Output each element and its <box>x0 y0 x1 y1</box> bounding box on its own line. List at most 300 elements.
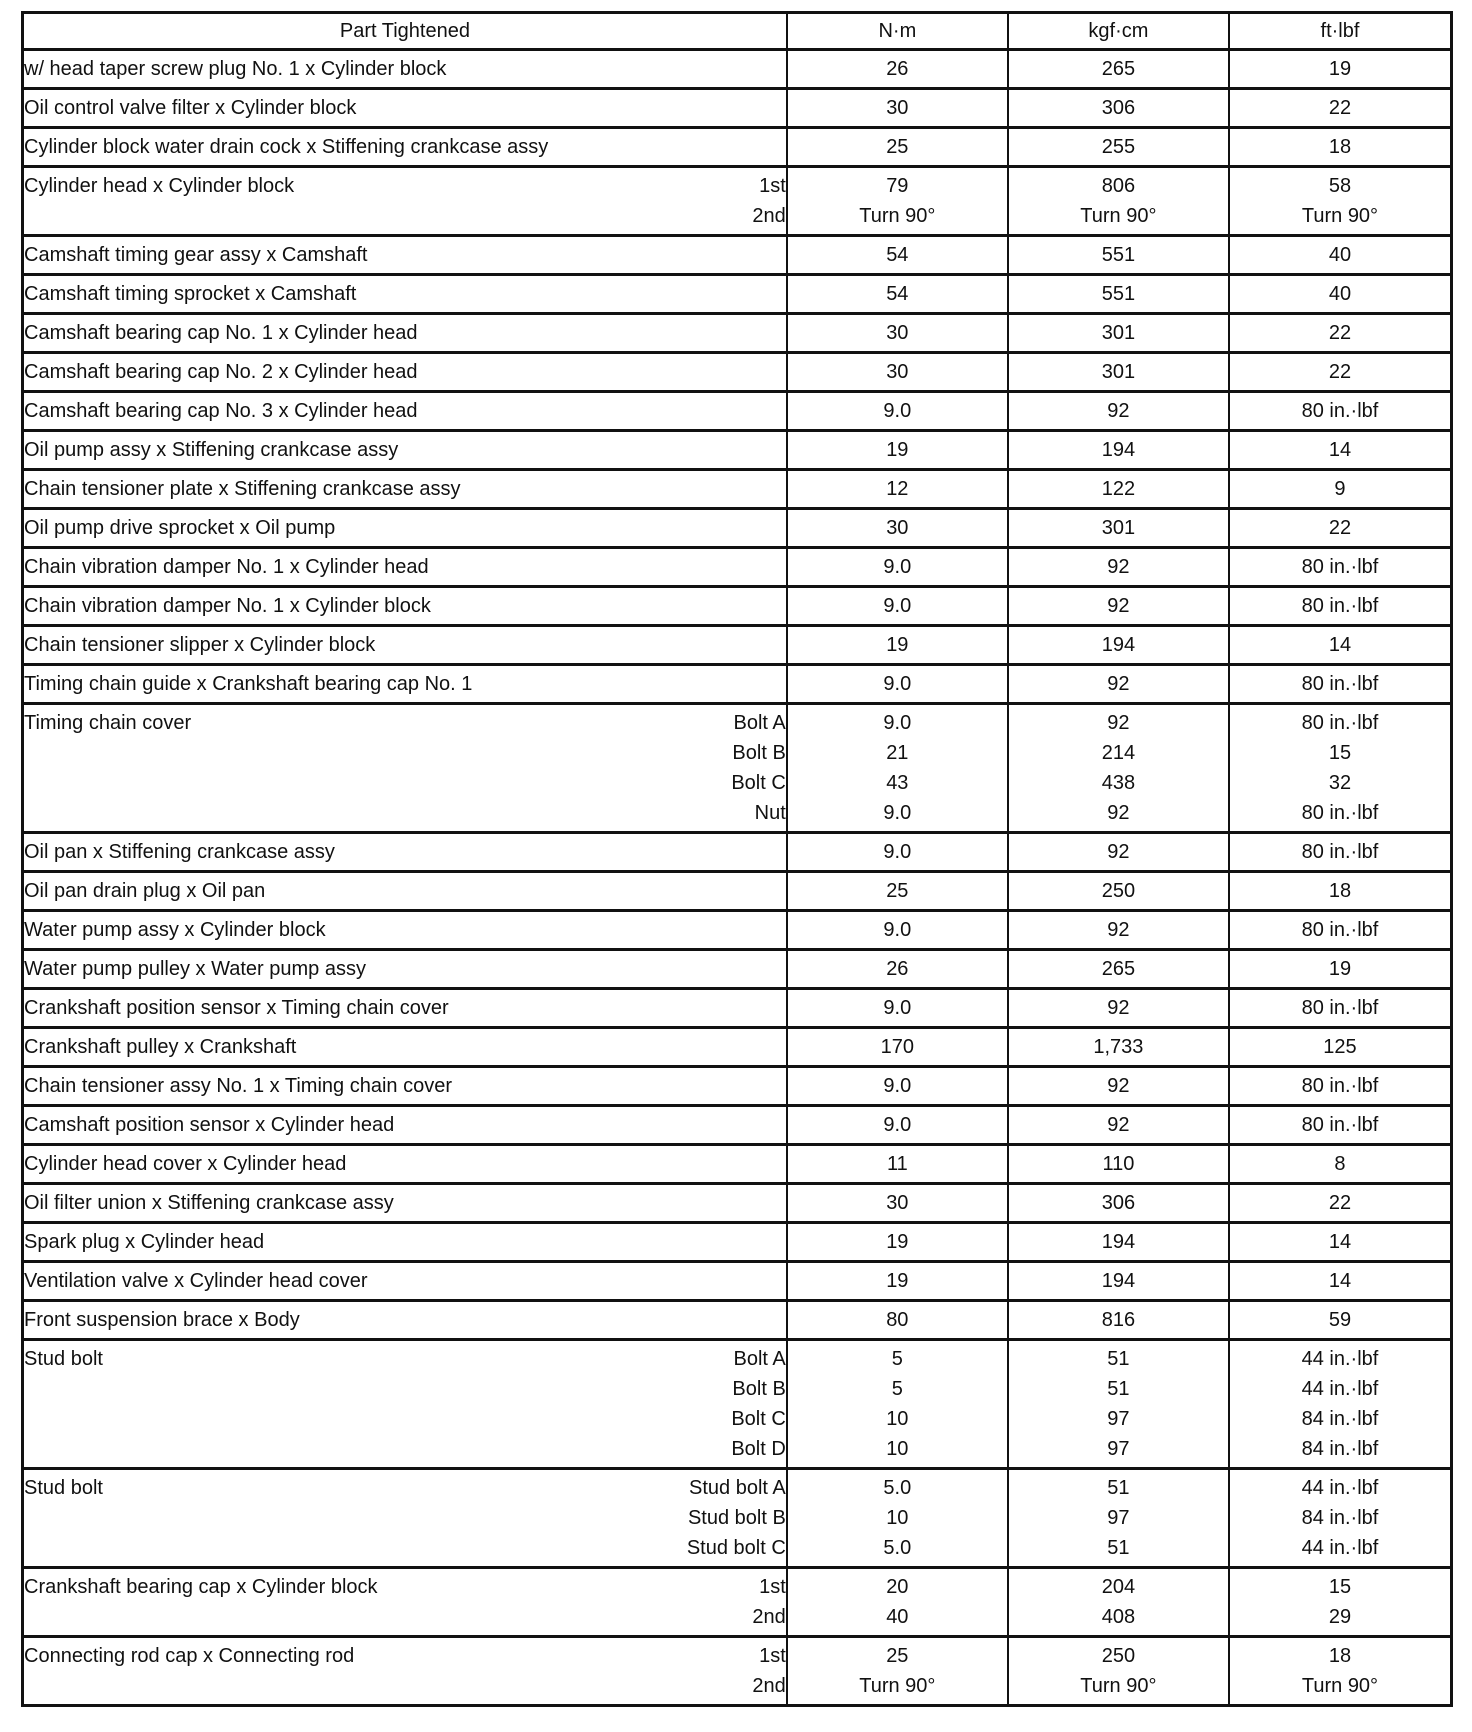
step-label: 1st <box>759 175 786 197</box>
nm-value: 25 <box>886 880 909 902</box>
part-name: Cylinder head x Cylinder block <box>24 175 295 197</box>
nm-cell <box>788 1263 1009 1299</box>
table-row <box>24 351 1450 390</box>
nm-cell <box>788 315 1009 351</box>
ft-lbf-cell <box>1230 1068 1450 1104</box>
nm-value: 9.0 <box>883 1114 912 1136</box>
part-name-column <box>24 54 446 84</box>
kgf-cm-cell <box>1009 237 1230 273</box>
nm-value: 43 <box>886 772 909 794</box>
part-name: Water pump pulley x Water pump assy <box>24 958 366 980</box>
nm-value: 9.0 <box>883 919 912 941</box>
table-row <box>24 1299 1450 1338</box>
nm-value: 9.0 <box>883 1075 912 1097</box>
ft-lbf-value: 18 <box>1328 1645 1352 1667</box>
step-label: Bolt A <box>733 1348 786 1370</box>
step-label: Stud bolt B <box>687 1507 786 1529</box>
nm-cell <box>788 1107 1009 1143</box>
kgf-cm-value: 194 <box>1101 1270 1136 1292</box>
ft-lbf-value: 22 <box>1328 97 1352 119</box>
ft-lbf-value: 40 <box>1328 244 1352 266</box>
ft-lbf-value: 80 in.·lbf <box>1301 802 1379 824</box>
part-name: Camshaft timing gear assy x Camshaft <box>24 244 368 266</box>
kgf-cm-cell <box>1009 393 1230 429</box>
table-row <box>24 1566 1450 1635</box>
kgf-cm-value: 110 <box>1102 1153 1135 1175</box>
part-name: Oil control valve filter x Cylinder block <box>24 97 357 119</box>
kgf-cm-cell <box>1009 276 1230 312</box>
part-cell <box>24 1638 788 1704</box>
part-name: Oil pump drive sprocket x Oil pump <box>24 517 336 539</box>
part-cell <box>24 1068 788 1104</box>
nm-cell <box>788 432 1009 468</box>
kgf-cm-value: 92 <box>1107 556 1130 578</box>
kgf-cm-cell <box>1009 354 1230 390</box>
kgf-cm-value: 92 <box>1107 997 1130 1019</box>
ft-lbf-cell <box>1230 168 1450 234</box>
part-name: Oil pan drain plug x Oil pan <box>24 880 266 902</box>
part-cell <box>24 432 788 468</box>
part-name-column <box>24 132 548 162</box>
ft-lbf-value: Turn 90° <box>1301 205 1379 227</box>
kgf-cm-cell <box>1009 471 1230 507</box>
ft-lbf-cell <box>1230 1029 1450 1065</box>
ft-lbf-cell <box>1230 237 1450 273</box>
table-row <box>24 165 1450 234</box>
step-labels <box>731 708 785 828</box>
kgf-cm-value: 250 <box>1101 1645 1136 1667</box>
ft-lbf-cell <box>1230 1569 1450 1635</box>
kgf-cm-cell <box>1009 588 1230 624</box>
part-name-column <box>24 279 356 309</box>
nm-cell <box>788 627 1009 663</box>
kgf-cm-cell <box>1009 873 1230 909</box>
kgf-cm-cell <box>1009 1341 1230 1467</box>
nm-value: 10 <box>886 1408 909 1430</box>
part-cell <box>24 51 788 87</box>
nm-cell <box>788 588 1009 624</box>
table-row <box>24 273 1450 312</box>
kgf-cm-value: 51 <box>1107 1477 1130 1499</box>
part-name: Stud bolt <box>24 1348 103 1370</box>
ft-lbf-cell <box>1230 1107 1450 1143</box>
nm-cell <box>788 834 1009 870</box>
part-cell <box>24 237 788 273</box>
part-name-column <box>24 1572 378 1632</box>
nm-value: 30 <box>886 517 909 539</box>
table-row <box>24 987 1450 1026</box>
kgf-cm-value: 122 <box>1101 478 1136 500</box>
part-name-column <box>24 630 375 660</box>
step-labels <box>752 1641 785 1701</box>
part-name: w/ head taper screw plug No. 1 x Cylinder block <box>24 58 447 80</box>
kgf-cm-value: 92 <box>1107 802 1130 824</box>
part-name: Spark plug x Cylinder head <box>24 1231 265 1253</box>
nm-cell <box>788 873 1009 909</box>
part-name: Connecting rod cap x Connecting rod <box>24 1645 355 1667</box>
ft-lbf-value: 8 <box>1334 1153 1346 1175</box>
part-name-column <box>24 876 265 906</box>
nm-value: 30 <box>886 361 909 383</box>
nm-value: 10 <box>886 1438 909 1460</box>
table-row <box>24 1143 1450 1182</box>
kgf-cm-cell <box>1009 1224 1230 1260</box>
step-label: 2nd <box>752 205 786 227</box>
nm-cell <box>788 1302 1009 1338</box>
kgf-cm-cell <box>1009 951 1230 987</box>
ft-lbf-value: 80 in.·lbf <box>1301 1114 1379 1136</box>
part-cell <box>24 1341 788 1467</box>
part-name-column <box>24 669 472 699</box>
ft-lbf-cell <box>1230 393 1450 429</box>
ft-lbf-value: 19 <box>1328 958 1352 980</box>
table-row <box>24 507 1450 546</box>
kgf-cm-value: 250 <box>1101 880 1136 902</box>
kgf-cm-cell <box>1009 1302 1230 1338</box>
ft-lbf-cell <box>1230 432 1450 468</box>
table-row <box>24 234 1450 273</box>
kgf-cm-cell <box>1009 51 1230 87</box>
nm-value: 5 <box>891 1348 903 1370</box>
part-cell <box>24 1146 788 1182</box>
kgf-cm-cell <box>1009 912 1230 948</box>
kgf-cm-value: 301 <box>1101 361 1136 383</box>
kgf-cm-value: 97 <box>1107 1408 1130 1430</box>
kgf-cm-value: 92 <box>1107 712 1130 734</box>
ft-lbf-value: 32 <box>1328 772 1352 794</box>
part-name: Camshaft bearing cap No. 3 x Cylinder head <box>24 400 418 422</box>
nm-value: 54 <box>886 244 909 266</box>
kgf-cm-value: 194 <box>1101 439 1136 461</box>
part-cell <box>24 588 788 624</box>
part-cell <box>24 168 788 234</box>
kgf-cm-value: 551 <box>1101 244 1136 266</box>
part-name-column <box>24 993 449 1023</box>
ft-lbf-value: 18 <box>1328 136 1352 158</box>
part-name: Camshaft bearing cap No. 1 x Cylinder head <box>24 322 418 344</box>
ft-lbf-value: 80 in.·lbf <box>1301 556 1379 578</box>
table-row <box>24 702 1450 831</box>
step-labels <box>687 1473 786 1563</box>
ft-lbf-value: 18 <box>1328 880 1352 902</box>
nm-value: 30 <box>886 1192 909 1214</box>
kgf-cm-value: 92 <box>1107 1075 1130 1097</box>
part-cell <box>24 705 788 831</box>
step-label: 2nd <box>752 1675 786 1697</box>
part-cell <box>24 1107 788 1143</box>
ft-lbf-value: 59 <box>1328 1309 1352 1331</box>
kgf-cm-value: 92 <box>1107 400 1130 422</box>
ft-lbf-value: 80 in.·lbf <box>1301 919 1379 941</box>
kgf-cm-value: 265 <box>1101 958 1136 980</box>
kgf-cm-cell <box>1009 834 1230 870</box>
part-cell <box>24 666 788 702</box>
nm-value: 9.0 <box>883 400 912 422</box>
step-label: Stud bolt C <box>686 1537 786 1559</box>
ft-lbf-cell <box>1230 912 1450 948</box>
part-name-column <box>24 1149 346 1179</box>
part-name-column <box>24 513 335 543</box>
ft-lbf-cell <box>1230 471 1450 507</box>
part-name-column <box>24 318 418 348</box>
ft-lbf-cell <box>1230 1146 1450 1182</box>
part-name-column <box>24 954 366 984</box>
ft-lbf-cell <box>1230 1302 1450 1338</box>
kgf-cm-value: 92 <box>1107 841 1130 863</box>
kgf-cm-value: 51 <box>1107 1378 1130 1400</box>
ft-lbf-cell <box>1230 549 1450 585</box>
kgf-cm-value: 255 <box>1101 136 1136 158</box>
ft-lbf-value: 80 in.·lbf <box>1301 673 1379 695</box>
kgf-cm-value: Turn 90° <box>1080 1675 1157 1697</box>
part-name-column <box>24 837 335 867</box>
nm-value: 26 <box>886 958 909 980</box>
nm-value: 5.0 <box>883 1537 912 1559</box>
nm-value: Turn 90° <box>859 1675 936 1697</box>
nm-value: 5.0 <box>883 1477 912 1499</box>
nm-value: 11 <box>886 1153 908 1175</box>
ft-lbf-value: 22 <box>1328 517 1352 539</box>
part-cell <box>24 873 788 909</box>
part-name: Oil filter union x Stiffening crankcase assy <box>24 1192 394 1214</box>
ft-lbf-cell <box>1230 510 1450 546</box>
nm-value: 19 <box>886 1231 909 1253</box>
table-row <box>24 663 1450 702</box>
nm-cell <box>788 354 1009 390</box>
part-name-column <box>24 1227 264 1257</box>
ft-lbf-value: 80 in.·lbf <box>1301 997 1379 1019</box>
ft-lbf-value: 84 in.·lbf <box>1301 1438 1379 1460</box>
kgf-cm-cell <box>1009 1068 1230 1104</box>
kgf-cm-value: 806 <box>1101 175 1136 197</box>
nm-cell <box>788 90 1009 126</box>
part-cell <box>24 1470 788 1566</box>
part-name: Front suspension brace x Body <box>24 1309 300 1331</box>
part-cell <box>24 549 788 585</box>
nm-cell <box>788 1569 1009 1635</box>
nm-value: 21 <box>886 742 909 764</box>
ft-lbf-value: 22 <box>1328 1192 1352 1214</box>
ft-lbf-cell <box>1230 588 1450 624</box>
nm-cell <box>788 951 1009 987</box>
part-name: Chain vibration damper No. 1 x Cylinder block <box>24 595 431 617</box>
part-name-column <box>24 1071 452 1101</box>
nm-value: 12 <box>886 478 909 500</box>
nm-cell <box>788 51 1009 87</box>
part-name: Cylinder block water drain cock x Stiffening crankcase assy <box>24 136 549 158</box>
kgf-cm-cell <box>1009 510 1230 546</box>
part-name: Crankshaft bearing cap x Cylinder block <box>24 1576 378 1598</box>
part-name-column <box>24 357 418 387</box>
kgf-cm-value: 92 <box>1107 595 1130 617</box>
kgf-cm-value: 92 <box>1107 919 1130 941</box>
ft-lbf-value: 22 <box>1328 322 1352 344</box>
ft-lbf-value: 40 <box>1328 283 1352 305</box>
table-row <box>24 1182 1450 1221</box>
kgf-cm-value: 265 <box>1101 58 1136 80</box>
kgf-cm-value: 51 <box>1107 1348 1130 1370</box>
ft-lbf-value: 80 in.·lbf <box>1301 400 1379 422</box>
table-row <box>24 429 1450 468</box>
nm-cell <box>788 129 1009 165</box>
nm-value: 26 <box>886 58 909 80</box>
part-cell <box>24 627 788 663</box>
header-ft-lbf: ft·lbf <box>1320 20 1360 42</box>
header-nm: N·m <box>788 14 1009 48</box>
ft-lbf-value: 29 <box>1328 1606 1352 1628</box>
nm-value: 30 <box>886 322 909 344</box>
nm-value: 170 <box>880 1036 914 1058</box>
step-label: Bolt B <box>732 742 786 764</box>
part-name-column <box>24 708 191 828</box>
ft-lbf-value: 15 <box>1328 742 1352 764</box>
kgf-cm-cell <box>1009 1263 1230 1299</box>
table-row <box>24 1065 1450 1104</box>
part-name-column <box>24 474 461 504</box>
part-cell <box>24 1029 788 1065</box>
kgf-cm-cell <box>1009 1638 1230 1704</box>
part-name: Camshaft timing sprocket x Camshaft <box>24 283 357 305</box>
ft-lbf-cell <box>1230 129 1450 165</box>
nm-cell <box>788 471 1009 507</box>
ft-lbf-cell <box>1230 873 1450 909</box>
part-cell <box>24 471 788 507</box>
table-row <box>24 126 1450 165</box>
step-label: Bolt C <box>731 1408 786 1430</box>
ft-lbf-value: 14 <box>1328 439 1352 461</box>
nm-value: 19 <box>886 439 909 461</box>
step-labels <box>752 171 785 231</box>
kgf-cm-value: 816 <box>1101 1309 1136 1331</box>
kgf-cm-value: Turn 90° <box>1080 205 1157 227</box>
ft-lbf-cell <box>1230 315 1450 351</box>
nm-cell <box>788 1341 1009 1467</box>
kgf-cm-cell <box>1009 1146 1230 1182</box>
header-kgf-cm: kgf·cm <box>1009 14 1230 48</box>
nm-cell <box>788 1224 1009 1260</box>
kgf-cm-cell <box>1009 315 1230 351</box>
nm-cell <box>788 1185 1009 1221</box>
nm-cell <box>788 912 1009 948</box>
part-name-column <box>24 1032 296 1062</box>
part-cell <box>24 315 788 351</box>
ft-lbf-value: 44 in.·lbf <box>1301 1348 1379 1370</box>
table-row <box>24 831 1450 870</box>
nm-value: 20 <box>886 1576 909 1598</box>
kgf-cm-value: 194 <box>1101 1231 1136 1253</box>
nm-cell <box>788 1029 1009 1065</box>
part-cell <box>24 510 788 546</box>
part-name: Water pump assy x Cylinder block <box>24 919 326 941</box>
part-cell <box>24 1302 788 1338</box>
ft-lbf-cell <box>1230 951 1450 987</box>
table-row <box>24 390 1450 429</box>
table-row <box>24 1260 1450 1299</box>
part-name: Timing chain cover <box>24 712 192 734</box>
part-cell <box>24 354 788 390</box>
kgf-cm-cell <box>1009 1470 1230 1566</box>
kgf-cm-cell <box>1009 168 1230 234</box>
table-row <box>24 585 1450 624</box>
ft-lbf-cell <box>1230 1341 1450 1467</box>
step-label: 1st <box>759 1576 786 1598</box>
kgf-cm-cell <box>1009 627 1230 663</box>
ft-lbf-value: 80 in.·lbf <box>1301 841 1379 863</box>
ft-lbf-cell <box>1230 666 1450 702</box>
ft-lbf-value: 14 <box>1328 1270 1352 1292</box>
part-cell <box>24 834 788 870</box>
part-name: Ventilation valve x Cylinder head cover <box>24 1270 368 1292</box>
part-name: Chain tensioner plate x Stiffening crankcase assy <box>24 478 461 500</box>
ft-lbf-cell <box>1230 276 1450 312</box>
part-cell <box>24 90 788 126</box>
kgf-cm-value: 306 <box>1101 97 1136 119</box>
part-name-column <box>24 1266 368 1296</box>
table-row <box>24 1635 1450 1704</box>
table-row <box>24 1104 1450 1143</box>
ft-lbf-value: 44 in.·lbf <box>1301 1537 1379 1559</box>
kgf-cm-value: 97 <box>1107 1507 1130 1529</box>
table-row <box>24 870 1450 909</box>
part-cell <box>24 990 788 1026</box>
nm-cell <box>788 549 1009 585</box>
part-name-column <box>24 171 294 231</box>
ft-lbf-value: 44 in.·lbf <box>1301 1378 1379 1400</box>
kgf-cm-cell <box>1009 666 1230 702</box>
ft-lbf-cell <box>1230 1185 1450 1221</box>
kgf-cm-cell <box>1009 990 1230 1026</box>
table-row <box>24 312 1450 351</box>
ft-lbf-value: 80 in.·lbf <box>1301 595 1379 617</box>
ft-lbf-cell <box>1230 1263 1450 1299</box>
torque-spec-table <box>21 11 1453 1707</box>
table-row <box>24 546 1450 585</box>
part-name-column <box>24 552 429 582</box>
nm-value: 19 <box>886 634 909 656</box>
part-name-column <box>24 1641 354 1701</box>
nm-value: 25 <box>886 136 909 158</box>
kgf-cm-cell <box>1009 1029 1230 1065</box>
table-row <box>24 87 1450 126</box>
nm-cell <box>788 666 1009 702</box>
nm-value: 9.0 <box>883 802 912 824</box>
kgf-cm-value: 1,733 <box>1093 1036 1144 1058</box>
part-name: Crankshaft position sensor x Timing chain cover <box>24 997 449 1019</box>
step-label: Bolt D <box>731 1438 786 1460</box>
nm-value: 9.0 <box>883 712 912 734</box>
nm-value: 30 <box>886 97 909 119</box>
kgf-cm-value: 551 <box>1101 283 1136 305</box>
part-cell <box>24 129 788 165</box>
part-cell <box>24 1185 788 1221</box>
part-name-column <box>24 435 398 465</box>
nm-value: 25 <box>886 1645 909 1667</box>
part-name-column <box>24 1110 394 1140</box>
part-name-column <box>24 1473 103 1563</box>
step-label: Bolt A <box>733 712 786 734</box>
kgf-cm-cell <box>1009 549 1230 585</box>
ft-lbf-cell <box>1230 1638 1450 1704</box>
part-name-column <box>24 915 326 945</box>
table-row <box>24 948 1450 987</box>
nm-value: 9.0 <box>883 997 912 1019</box>
step-label: Stud bolt A <box>689 1477 786 1499</box>
nm-cell <box>788 168 1009 234</box>
table-row <box>24 1338 1450 1467</box>
kgf-cm-value: 301 <box>1101 517 1136 539</box>
step-label: Bolt B <box>732 1378 786 1400</box>
table-row <box>24 1221 1450 1260</box>
